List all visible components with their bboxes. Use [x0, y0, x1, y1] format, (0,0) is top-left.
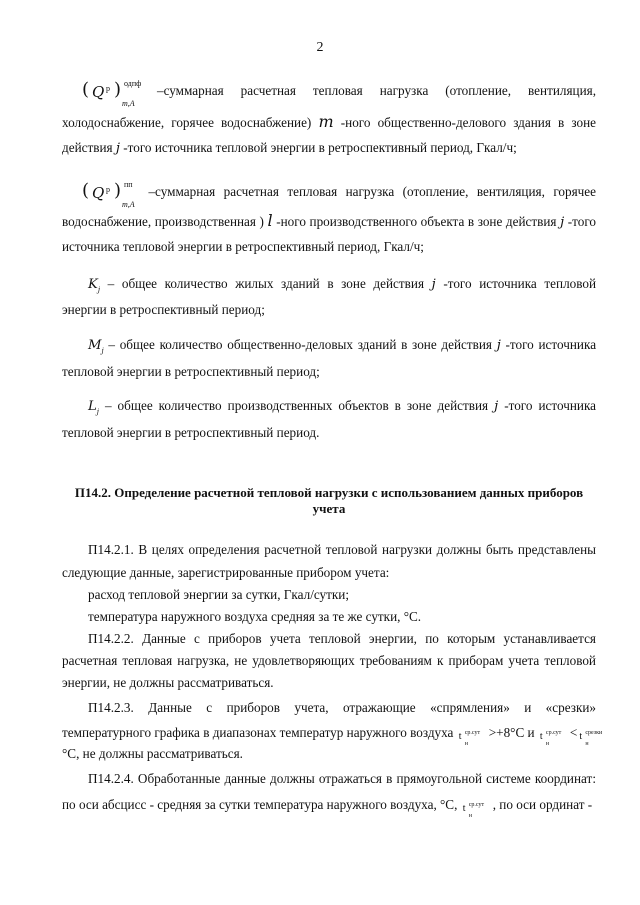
- p14-2-1-line-2: следующие данные, зарегистрированные прибором учета:: [62, 565, 390, 580]
- definition-m-line-2: тепловой энергии в ретроспективный период;: [62, 364, 320, 379]
- p14-2-3-line-1: П14.2.3. Данные с приборов учета, отражающие «спрямления» и «срезки»: [88, 700, 596, 715]
- formula-q-pp: ( Q р ) пп m,A: [82, 180, 135, 209]
- p14-2-4-line-1: П14.2.4. Обработанные данные должны отражаться в прямоугольной системе координат:: [88, 771, 596, 786]
- formula-q-odpf: ( Q р ) одпф m,A: [82, 79, 142, 108]
- t-n-sr-sut-2: t ср.сут н: [539, 729, 562, 747]
- p14-2-3-line-2: температурного графика в диапазонах температур наружного воздуха t ср.сут н >+8°С и t ср.сут н < t срезки н: [62, 725, 596, 741]
- p14-2-1-item-2: температура наружного воздуха средняя за те же сутки, °С.: [88, 609, 422, 624]
- p14-2-2-line-2: расчетная тепловая нагрузка, не удовлетворяющих требованиям к приборам учета тепловой: [62, 653, 596, 668]
- definition-odpf-line-3: действия j -того источника тепловой энергии в ретроспективный период, Гкал/ч;: [62, 140, 517, 156]
- p14-2-2-line-3: энергии, не должны рассматриваться.: [62, 675, 274, 690]
- definition-k-line-2: энергии в ретроспективный период;: [62, 302, 265, 317]
- section-title-line-2: учета: [312, 501, 346, 516]
- t-n-sr-sut-1: t ср.сут н: [458, 729, 481, 747]
- definition-l-line-1: $L_j$ – общее количество производственных объектов в зоне действия j -того источника: [88, 398, 597, 416]
- definition-l-line-2: тепловой энергии в ретроспективный период.: [62, 425, 320, 440]
- definition-odpf-line-2: холодоснабжение, горячее водоснабжение) m -ного общественно-делового здания в зоне: [62, 112, 597, 131]
- page-number: 2: [316, 40, 324, 55]
- p14-2-3-line-3: °С, не должны рассматриваться.: [62, 746, 243, 761]
- p14-2-1-line-1: П14.2.1. В целях определения расчетной тепловой нагрузки должны быть представлены: [88, 542, 596, 557]
- t-n-srezki: t срезки н: [579, 729, 603, 747]
- definition-pp-line-3: источника тепловой энергии в ретроспективный период, Гкал/ч;: [62, 239, 424, 254]
- p14-2-2-line-1: П14.2.2. Данные с приборов учета тепловой энергии, по которым устанавливается: [88, 631, 596, 646]
- definition-pp-line-2: водоснабжение, производственная ) l -ного производственного объекта в зоне действия j -того: [62, 211, 596, 230]
- t-n-sr-sut-3: t ср.сут н: [462, 801, 485, 819]
- definition-k-line-1: $K_j$ – общее количество жилых зданий в зоне действия j -того источника тепловой: [88, 276, 597, 294]
- p14-2-1-item-1: расход тепловой энергии за сутки, Гкал/сутки;: [88, 587, 350, 602]
- definition-odpf-line-1: ( Q р ) одпф m,A –суммарная расчетная тепловая нагрузка (отопление, вентиляция,: [82, 79, 597, 108]
- section-title-line-1: П14.2. Определение расчетной тепловой нагрузки с использованием данных приборов: [74, 485, 584, 500]
- definition-pp-line-1: ( Q р ) пп m,A –суммарная расчетная тепловая нагрузка (отопление, вентиляция, горячее: [82, 180, 596, 209]
- definition-m-line-1: $M_j$ – общее количество общественно-деловых зданий в зоне действия j -того источника: [88, 337, 597, 355]
- p14-2-4-line-2: по оси абсцисс - средняя за сутки температура наружного воздуха, °С, t ср.сут н , по оси ординат -: [62, 797, 593, 819]
